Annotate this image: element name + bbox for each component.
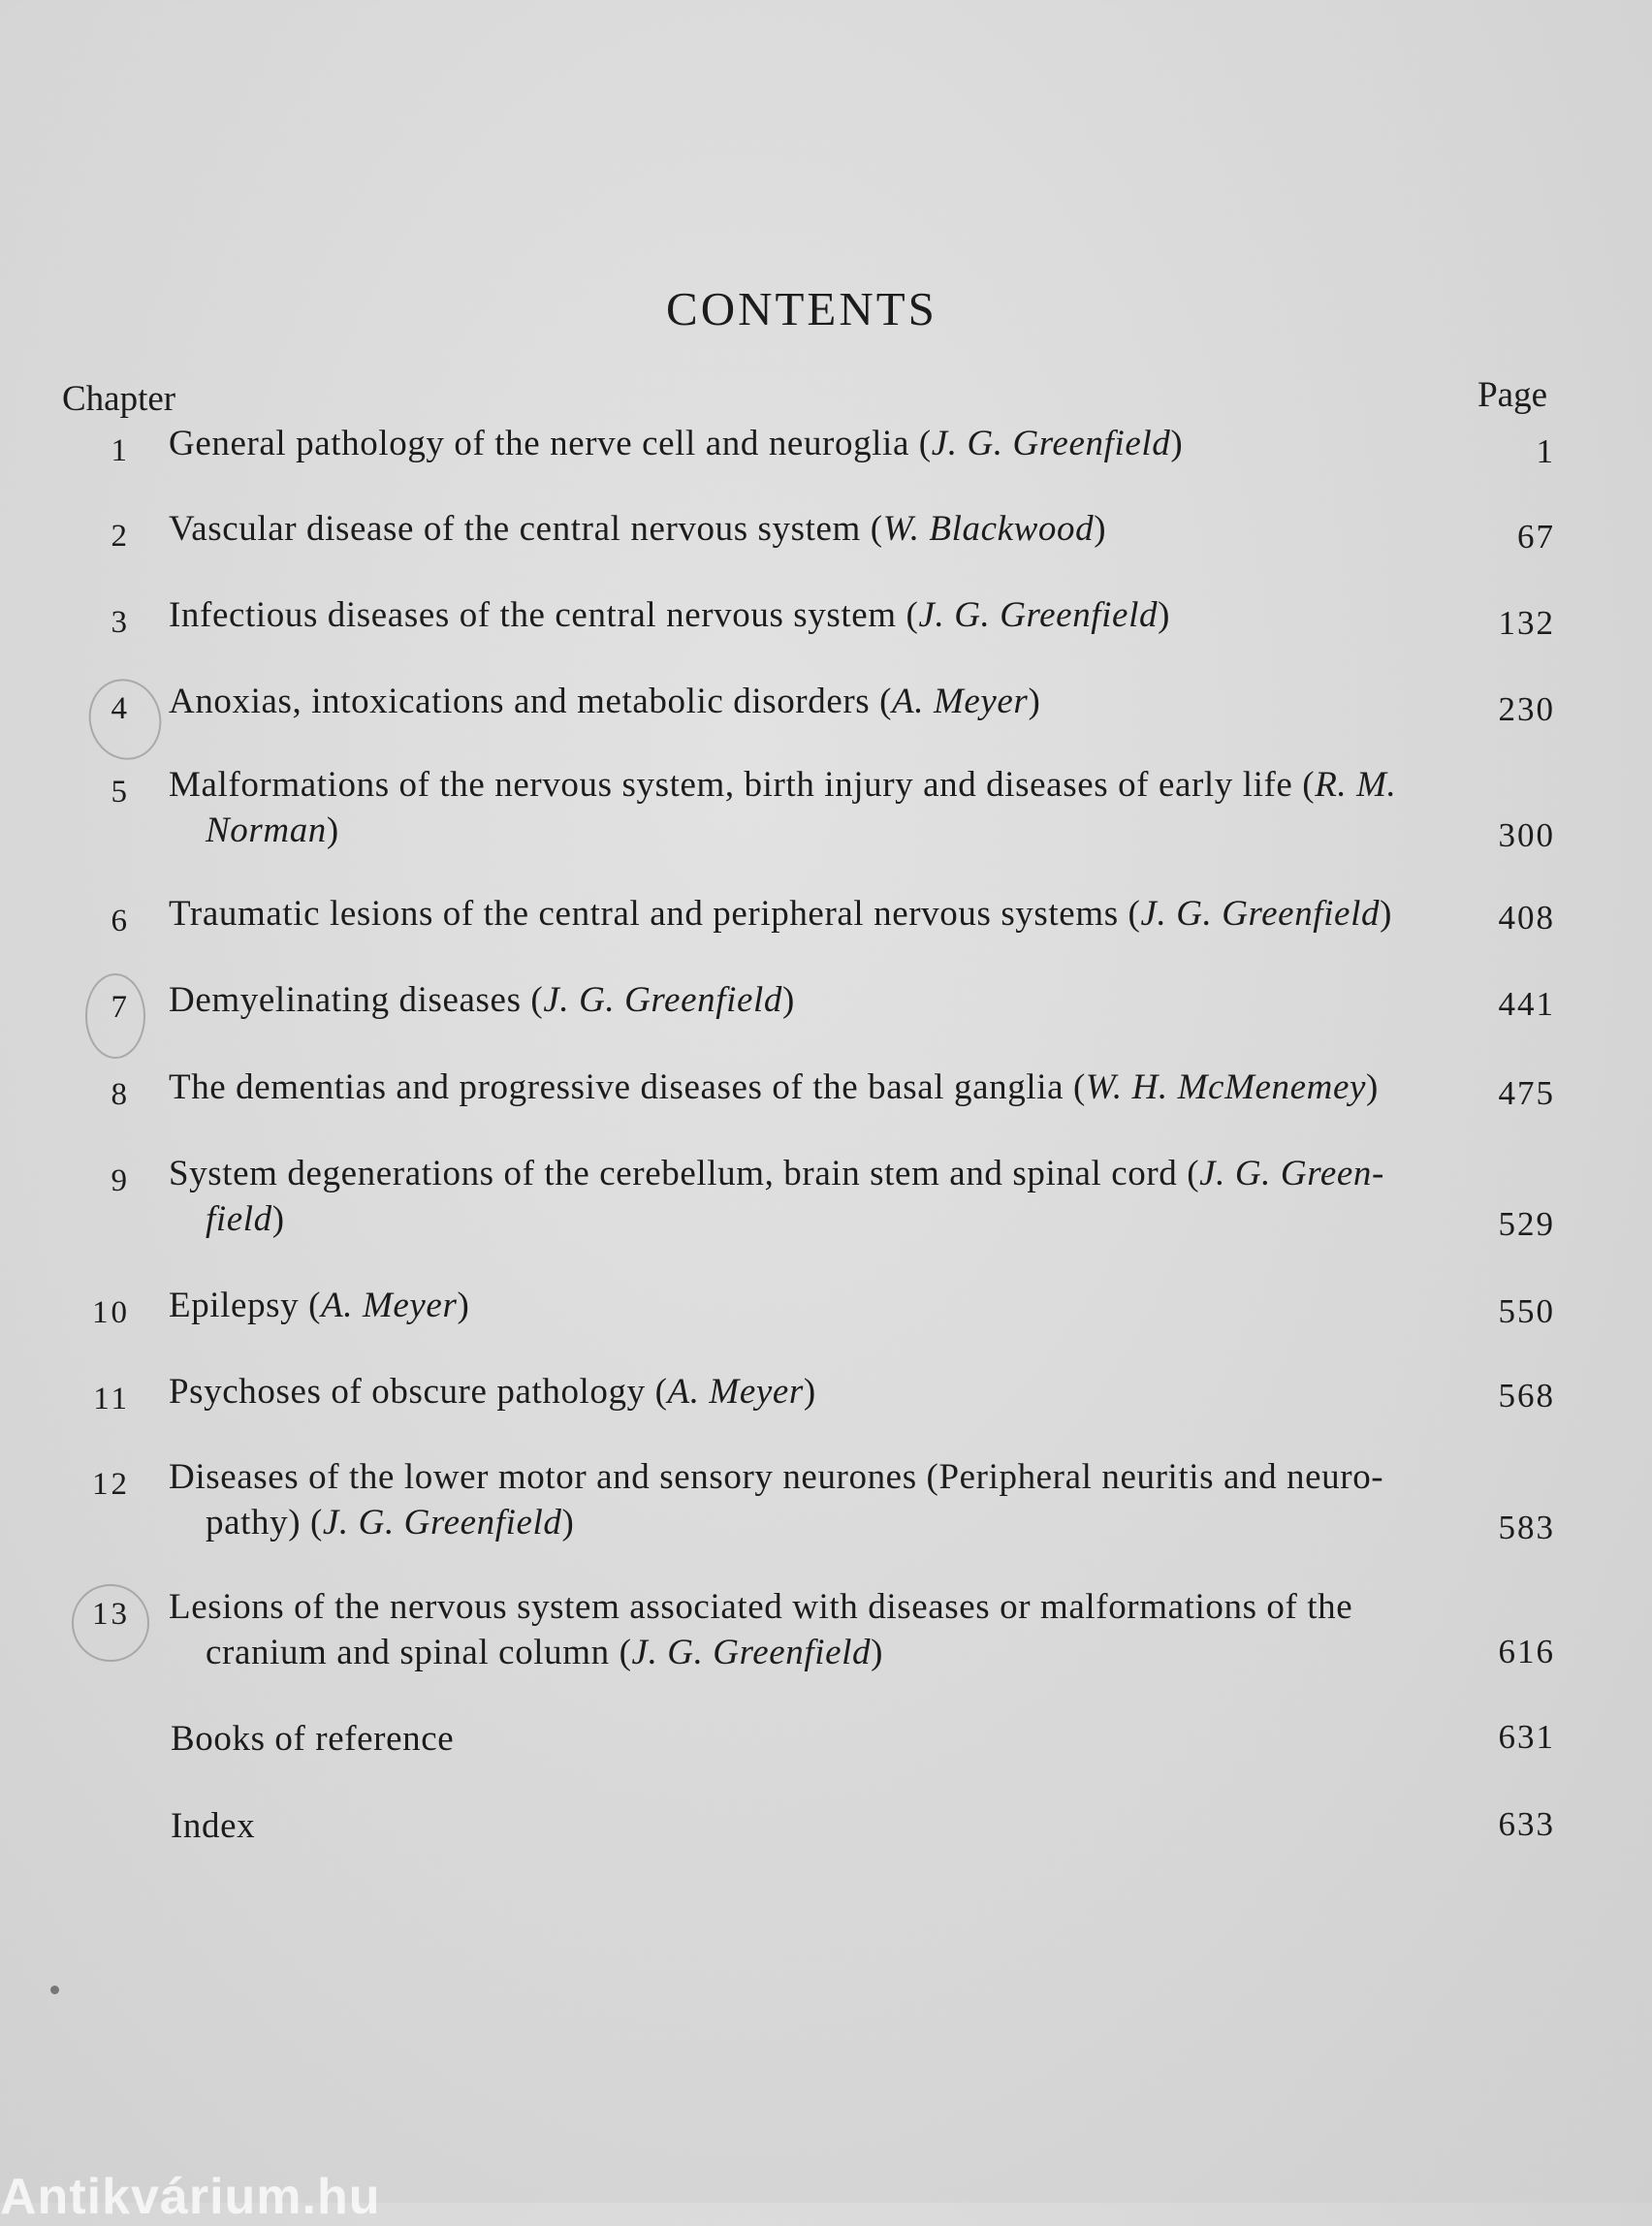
entry-title: Books of reference — [171, 1719, 455, 1759]
page-number: 583 — [1498, 1509, 1555, 1546]
page-number: 529 — [1498, 1205, 1555, 1243]
chapter-number: 4 — [111, 691, 130, 726]
chapter-number: 10 — [92, 1295, 130, 1330]
chapter-title: System degenerations of the cerebellum, brain stem and spinal cord (J. G. Green- field) — [169, 1154, 1384, 1239]
page-column-header: Page — [1477, 375, 1547, 415]
chapter-author-continued: field — [206, 1199, 272, 1239]
chapter-number: 8 — [111, 1077, 130, 1112]
chapter-author: J. G. Greenfield — [931, 424, 1171, 463]
chapter-title: Diseases of the lower motor and sensory neurones (Peripheral neuritis and neuro- pathy) (J. G. Greenfield) — [169, 1457, 1384, 1542]
page-title: CONTENTS — [666, 282, 937, 335]
chapter-number: 7 — [111, 990, 130, 1025]
chapter-number: 1 — [111, 433, 130, 468]
chapter-author: J. G. Greenfield — [543, 980, 782, 1020]
page-number: 441 — [1498, 985, 1555, 1023]
chapter-author: A. Meyer — [321, 1286, 458, 1325]
chapter-title: Psychoses of obscure pathology (A. Meyer) — [169, 1372, 816, 1412]
chapter-number: 12 — [92, 1467, 130, 1502]
chapter-title: Infectious diseases of the central nervous system (J. G. Greenfield) — [169, 595, 1170, 635]
chapter-author: J. G. Greenfield — [322, 1503, 562, 1542]
watermark: Antikvárium.hu — [0, 2169, 381, 2225]
page-number: 550 — [1498, 1292, 1555, 1330]
chapter-author: W. Blackwood — [882, 509, 1095, 549]
chapter-title: Demyelinating diseases (J. G. Greenfield) — [169, 980, 795, 1020]
chapter-author: A. Meyer — [667, 1372, 804, 1412]
page-number: 300 — [1498, 816, 1555, 854]
page-number: 475 — [1498, 1074, 1555, 1112]
page-number: 568 — [1498, 1377, 1555, 1415]
chapter-number: 13 — [92, 1597, 130, 1632]
page-number: 408 — [1498, 899, 1555, 937]
page-number: 67 — [1517, 518, 1555, 556]
ink-spot — [50, 1986, 59, 1994]
chapter-author: R. M. — [1315, 765, 1397, 805]
page-number: 616 — [1498, 1633, 1555, 1670]
chapter-number: 9 — [111, 1163, 130, 1198]
page-number: 631 — [1498, 1718, 1555, 1756]
pencil-circle-mark — [79, 671, 170, 768]
chapter-title: The dementias and progressive diseases of the basal ganglia (W. H. McMenemey) — [169, 1067, 1379, 1107]
chapter-author: J. G. Greenfield — [1140, 894, 1381, 934]
chapter-number: 6 — [111, 904, 130, 938]
chapter-column-header: Chapter — [62, 379, 176, 419]
chapter-number: 3 — [111, 605, 130, 640]
chapter-number: 5 — [111, 775, 130, 810]
chapter-author: J. G. Greenfield — [631, 1633, 872, 1672]
entry-title: Index — [171, 1806, 256, 1846]
chapter-author: J. G. Green- — [1199, 1154, 1384, 1193]
chapter-title: General pathology of the nerve cell and neuroglia (J. G. Greenfield) — [169, 424, 1184, 463]
chapter-title: Anoxias, intoxications and metabolic disorders (A. Meyer) — [169, 682, 1041, 721]
chapter-title: Traumatic lesions of the central and peripheral nervous systems (J. G. Greenfield) — [169, 894, 1392, 934]
chapter-author: J. G. Greenfield — [918, 595, 1159, 635]
chapter-title: Vascular disease of the central nervous system (W. Blackwood) — [169, 509, 1107, 549]
pencil-circle-mark — [85, 973, 145, 1059]
pencil-circle-mark — [72, 1584, 149, 1662]
page-number: 633 — [1498, 1805, 1555, 1843]
chapter-author: W. H. McMenemey — [1085, 1067, 1367, 1107]
chapter-author-continued: Norman — [206, 811, 327, 850]
chapter-title: Lesions of the nervous system associated with diseases or malformations of the cranium and spinal column (J. G. Greenfield) — [169, 1587, 1353, 1672]
chapter-number: 11 — [93, 1382, 130, 1416]
chapter-title: Epilepsy (A. Meyer) — [169, 1286, 470, 1325]
chapter-number: 2 — [111, 519, 130, 554]
page-number: 230 — [1498, 690, 1555, 728]
page-number: 1 — [1536, 432, 1555, 470]
chapter-title: Malformations of the nervous system, birth injury and diseases of early life (R. M. Norman) — [169, 765, 1397, 850]
chapter-author: A. Meyer — [892, 682, 1029, 721]
page-number: 132 — [1498, 604, 1555, 642]
